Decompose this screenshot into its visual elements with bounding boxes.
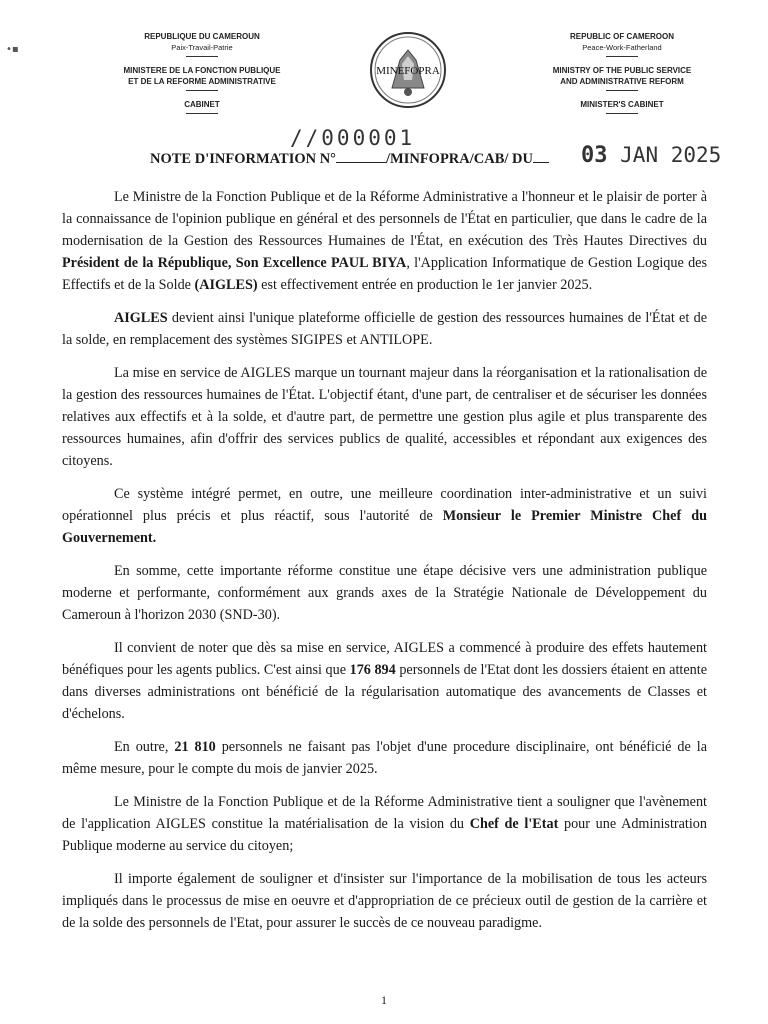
text-run: Le Ministre de la Fonction Publique et de la Réforme Administrative tient a souligner que l'avènement de l'application AIGLES constitue la matérialisation de la vision du: [62, 794, 707, 832]
bold-text: Président de la République, Son Excellence PAUL BIYA: [62, 255, 407, 271]
bold-text: Chef de l'Etat: [469, 816, 559, 832]
body-paragraph: [62, 307, 707, 351]
divider: [606, 90, 638, 91]
text-run: personnels de l'Etat dont les dossiers étaient en attente dans diverses administrations ont bénéficié de la régularisation automatique des avancements de Classes et d'échelons.: [62, 662, 707, 722]
text-run: pour une Administration Publique moderne au service du citoyen;: [62, 816, 707, 854]
bold-text: (AIGLES): [194, 277, 258, 293]
bold-text: Monsieur le Premier Ministre Chef du Gouvernement.: [62, 508, 708, 546]
date-month-year: JAN 2025: [620, 143, 722, 167]
ministry-name-en-line2: AND ADMINISTRATIVE REFORM: [560, 77, 684, 86]
text-run: En outre,: [114, 739, 175, 755]
header-right: [512, 31, 732, 122]
office-fr: CABINET: [184, 100, 220, 109]
text-run: est effectivement entrée en production le 1er janvier 2025.: [257, 277, 593, 293]
motto-fr: Paix-Travail-Patrie: [171, 43, 233, 52]
body-paragraph: [62, 362, 707, 472]
date-day: 03: [581, 143, 608, 168]
bold-text: 21 810: [174, 739, 216, 755]
body-paragraph: [62, 868, 707, 934]
bold-text: 176 894: [349, 662, 396, 678]
bold-text: AIGLES: [114, 310, 168, 326]
divider: [186, 113, 218, 114]
text-run: En somme, cette importante réforme constitue une étape décisive vers une administration publique moderne et performante, conformément aux grands axes de la Stratégie Nationale de Développement du Cameroun à l'horizon 2030 (SND-30).: [62, 563, 707, 623]
text-run: personnels ne faisant pas l'objet d'une procedure disciplinaire, ont bénéficié de la même mesure, pour le compte du mois de janvier 2025.: [62, 739, 707, 777]
body-paragraph: [62, 736, 707, 780]
text-run: devient ainsi l'unique plateforme officielle de gestion des ressources humaines de l'État et de la solde, en remplacement des systèmes SIGIPES et ANTILOPE.: [62, 310, 707, 348]
country-name-fr: REPUBLIQUE DU CAMEROUN: [144, 32, 260, 41]
date-stamp: [581, 143, 721, 168]
logo-text: MINEFOPRA: [376, 65, 440, 77]
ministry-seal-icon: [362, 30, 454, 110]
date-blank: [533, 152, 549, 163]
body-paragraph: [62, 560, 707, 626]
divider: [186, 56, 218, 57]
text-run: Il importe également de souligner et d'insister sur l'importance de la mobilisation de tous les acteurs impliqués dans le processus de mise en oeuvre et d'appropriation de ce précieux outil de gestion de la carrière et de la solde des personnels de l'Etat, pour assurer le succès de ce nouveau paradigme.: [62, 871, 707, 931]
ministry-name-fr-line2: ET DE LA REFORME ADMINISTRATIVE: [128, 77, 276, 86]
divider: [606, 56, 638, 57]
divider: [186, 90, 218, 91]
body-paragraph: [62, 637, 707, 725]
text-run: Le Ministre de la Fonction Publique et de la Réforme Administrative a l'honneur et le plaisir de porter à la connaissance de l'opinion publique en général et des personnels de l'État en particulier, que dans le cadre de la modernisation de la Gestion des Ressources Humaines de l'État, en exécution des Très Hautes Directives du: [62, 189, 707, 249]
note-title-middle: /MINFOPRA/CAB/ DU: [385, 151, 533, 167]
header-left: [92, 31, 312, 122]
body-paragraph: [62, 483, 707, 549]
ministry-name-fr-line1: MINISTERE DE LA FONCTION PUBLIQUE: [123, 66, 281, 75]
text-run: Ce système intégré permet, en outre, une meilleure coordination inter-administrative et un suivi opérationnel plus précis et plus réactif, sous l'autorité de: [62, 486, 707, 524]
divider: [606, 113, 638, 114]
text-run: La mise en service de AIGLES marque un tournant majeur dans la réorganisation et la rationalisation de la gestion des ressources humaines de l'État. L'objectif étant, d'une part, de centraliser et de sécuriser les données relatives aux effectifs et à la solde, et d'autre part, de permettre une gestion plus agile et plus transparente des ressources humaines, afin d'offrir des services publics de qualité, accessibles et répondant aux exigences des citoyens.: [62, 365, 707, 469]
motto-en: Peace-Work-Fatherland: [582, 43, 662, 52]
note-title: [150, 151, 549, 168]
number-blank: [336, 152, 386, 163]
text-run: Il convient de noter que dès sa mise en service, AIGLES a commencé à produire des effets hautement bénéfiques pour les agents publics. C'est ainsi que: [62, 640, 707, 678]
page-number: 1: [381, 993, 387, 1007]
note-title-prefix: NOTE D'INFORMATION N°: [150, 151, 336, 167]
text-run: , l'Application Informatique de Gestion Logique des Effectifs et de la Solde: [62, 255, 707, 293]
body-paragraph: [62, 791, 707, 857]
country-name-en: REPUBLIC OF CAMEROON: [570, 32, 674, 41]
note-number-stamp: //000001: [290, 126, 416, 150]
margin-mark: •▪: [6, 44, 19, 55]
office-en: MINISTER'S CABINET: [580, 100, 664, 109]
ministry-name-en-line1: MINISTRY OF THE PUBLIC SERVICE: [552, 66, 692, 75]
note-body: [62, 186, 707, 945]
body-paragraph: [62, 186, 707, 296]
